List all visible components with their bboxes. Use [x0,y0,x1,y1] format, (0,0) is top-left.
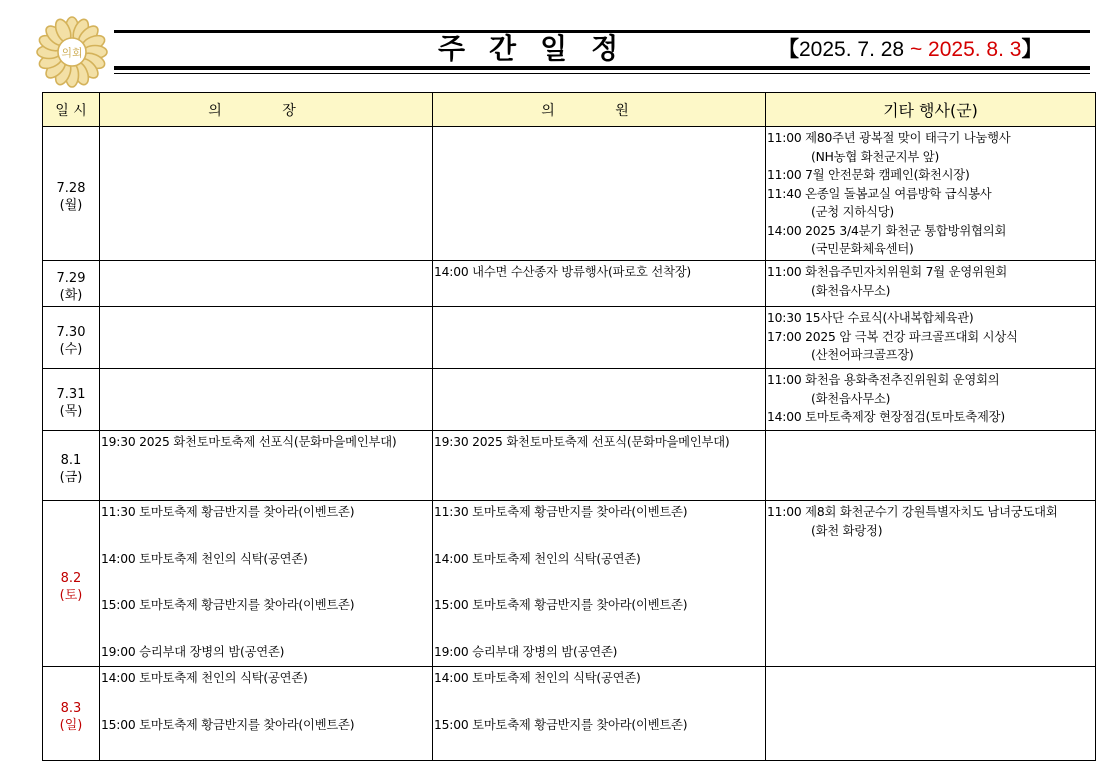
etc-events-cell [766,261,1096,307]
event-item [101,503,432,522]
chairman-events-cell [100,369,433,431]
day-weekday: (수) [59,341,83,357]
event-time: 15:00 [101,717,136,732]
event-time: 11:30 [101,505,136,519]
day-weekday: (일) [59,717,83,733]
day-row [43,307,1096,369]
day-date-cell [43,667,100,761]
period-close-bracket: 】 [1021,38,1043,61]
event-time: 19:30 [101,435,136,449]
day-row [43,127,1096,261]
event-title: 내수면 수산종자 방류행사(파로호 선착장) [472,265,692,279]
event-title: 토마토축제 천인의 식탁(공연존) [139,551,308,566]
event-place: (NH농협 화천군지부 앞) [811,149,940,164]
event-title: 2025 3/4분기 화천군 통합방위협의회 [805,223,1007,238]
event-item [434,263,765,282]
event-title: 2025 화천토마토축제 선포식(문화마을메인부대) [472,435,730,449]
event-item [101,643,432,662]
event-title: 15사단 수료식(사내복합체육관) [805,311,974,325]
chairman-events-cell [100,431,433,501]
period-separator: ~ [909,38,923,61]
day-row [43,369,1096,431]
event-item [767,371,1095,408]
event-item [101,596,432,615]
day-date: 7.30 [56,324,86,340]
event-time: 15:00 [434,598,469,612]
weekly-schedule-table [42,92,1096,761]
event-time: 15:00 [434,717,469,732]
event-time: 14:00 [767,223,802,238]
event-place: (화천읍사무소) [811,391,891,406]
event-title: 토마토축제 천인의 식탁(공연존) [139,671,308,685]
event-item [767,408,1095,427]
event-time: 19:00 [434,644,469,659]
day-date-cell [43,501,100,667]
assembly-emblem-icon [36,16,108,88]
etc-events-cell [766,431,1096,501]
day-row [43,431,1096,501]
member-events-cell [433,127,766,261]
day-weekday: (화) [59,287,83,303]
event-time: 11:00 [767,505,802,519]
chairman-events-cell [100,307,433,369]
event-item [434,433,765,452]
etc-events-cell [766,307,1096,369]
member-events-cell [433,667,766,761]
event-item [434,643,765,662]
event-item [434,669,765,688]
event-item [767,503,1095,540]
member-events-cell [433,261,766,307]
event-item [767,263,1095,300]
header-other-events: 기타 행사(군) [766,93,1096,127]
day-date-cell [43,127,100,261]
event-time: 10:30 [767,311,802,325]
day-row [43,667,1096,761]
chairman-events-cell [100,127,433,261]
day-date: 8.1 [60,452,82,468]
event-time: 14:00 [434,265,469,279]
event-title: 화천읍 용화축전추진위원회 운영회의 [805,373,1000,387]
event-time: 11:40 [767,186,802,201]
day-date: 7.31 [56,386,86,402]
member-events-cell [433,307,766,369]
etc-events-cell [766,501,1096,667]
day-date: 8.2 [60,570,82,586]
event-item [434,503,765,522]
chairman-events-cell [100,261,433,307]
day-date: 7.28 [56,180,86,196]
day-date: 7.29 [56,270,86,286]
event-title: 토마토축제 황금반지를 찾아라(이벤트존) [472,505,688,519]
event-title: 토마토축제 천인의 식탁(공연존) [472,551,641,566]
event-title: 토마토축제 황금반지를 찾아라(이벤트존) [139,598,355,612]
event-place: (산천어파크골프장) [811,348,914,362]
event-title: 제80주년 광복절 맞이 태극기 나눔행사 [805,131,1011,145]
chairman-events-cell [100,667,433,761]
event-title: 토마토축제 황금반지를 찾아라(이벤트존) [139,717,355,732]
event-item [767,328,1095,365]
day-row [43,501,1096,667]
event-title: 2025 암 극복 건강 파크골프대회 시상식 [805,329,1018,344]
event-title: 토마토축제 황금반지를 찾아라(이벤트존) [139,505,355,519]
event-place: (국민문화체육센터) [811,242,914,256]
day-date: 8.3 [60,700,82,716]
event-time: 11:00 [767,168,802,182]
event-item [101,433,432,452]
header-date: 일 시 [43,93,100,127]
event-time: 11:00 [767,265,802,279]
event-title: 온종일 돌봄교실 여름방학 급식봉사 [805,186,992,201]
day-date-cell [43,431,100,501]
event-title: 7월 안전문화 캠페인(화천시장) [805,168,970,182]
event-item [767,185,1095,222]
event-item [767,166,1095,185]
period-open-bracket: 【 [778,38,799,61]
header-member: 의 원 [433,93,766,127]
event-time: 14:00 [767,410,802,424]
event-title: 토마토축제 황금반지를 찾아라(이벤트존) [472,598,688,612]
event-item [101,550,432,569]
day-weekday: (월) [59,197,83,213]
event-item [101,669,432,688]
event-title: 승리부대 장병의 밤(공연존) [139,644,285,659]
event-title: 제8회 화천군수기 강원특별자치도 남녀궁도대회 [805,505,1058,519]
event-time: 14:00 [434,551,469,566]
event-time: 14:00 [101,551,136,566]
event-item [434,716,765,735]
schedule-period [778,36,1042,64]
page-title: 주간일정 [438,32,643,65]
event-time: 11:00 [767,373,802,387]
member-events-cell [433,431,766,501]
day-row [43,261,1096,307]
event-time: 19:00 [101,644,136,659]
event-place: (화천 화랑정) [811,523,883,538]
event-item [434,596,765,615]
header-chairman: 의 장 [100,93,433,127]
member-events-cell [433,501,766,667]
member-events-cell [433,369,766,431]
event-title: 토마토축제장 현장점검(토마토축제장) [805,410,1005,424]
event-time: 11:00 [767,131,802,145]
event-time: 11:30 [434,505,469,519]
etc-events-cell [766,667,1096,761]
event-time: 14:00 [434,671,469,685]
title-rule-bottom-thin [114,73,1090,74]
day-date-cell [43,307,100,369]
event-item [767,222,1095,259]
event-item [101,716,432,735]
event-time: 15:00 [101,598,136,612]
event-title: 토마토축제 황금반지를 찾아라(이벤트존) [472,717,688,732]
period-start: 2025. 7. 28 [799,38,905,61]
period-end: 2025. 8. 3 [928,38,1022,61]
chairman-events-cell [100,501,433,667]
etc-events-cell [766,369,1096,431]
event-place: (화천읍사무소) [811,283,891,298]
event-place: (군청 지하식당) [811,205,894,219]
event-title: 승리부대 장병의 밤(공연존) [472,644,618,659]
event-title: 2025 화천토마토축제 선포식(문화마을메인부대) [139,435,397,449]
header-row [43,93,1096,127]
day-weekday: (목) [59,403,83,419]
event-title: 화천읍주민자치위원회 7월 운영위원회 [805,265,1008,279]
day-weekday: (금) [59,469,83,485]
day-date-cell [43,261,100,307]
event-time: 17:00 [767,329,802,344]
event-time: 14:00 [101,671,136,685]
day-weekday: (토) [59,587,83,603]
emblem-text: 의회 [61,46,83,60]
event-item [767,129,1095,166]
event-item [434,550,765,569]
event-title: 토마토축제 천인의 식탁(공연존) [472,671,641,685]
event-item [767,309,1095,328]
day-date-cell [43,369,100,431]
title-rule-bottom [114,66,1090,70]
event-time: 19:30 [434,435,469,449]
etc-events-cell [766,127,1096,261]
